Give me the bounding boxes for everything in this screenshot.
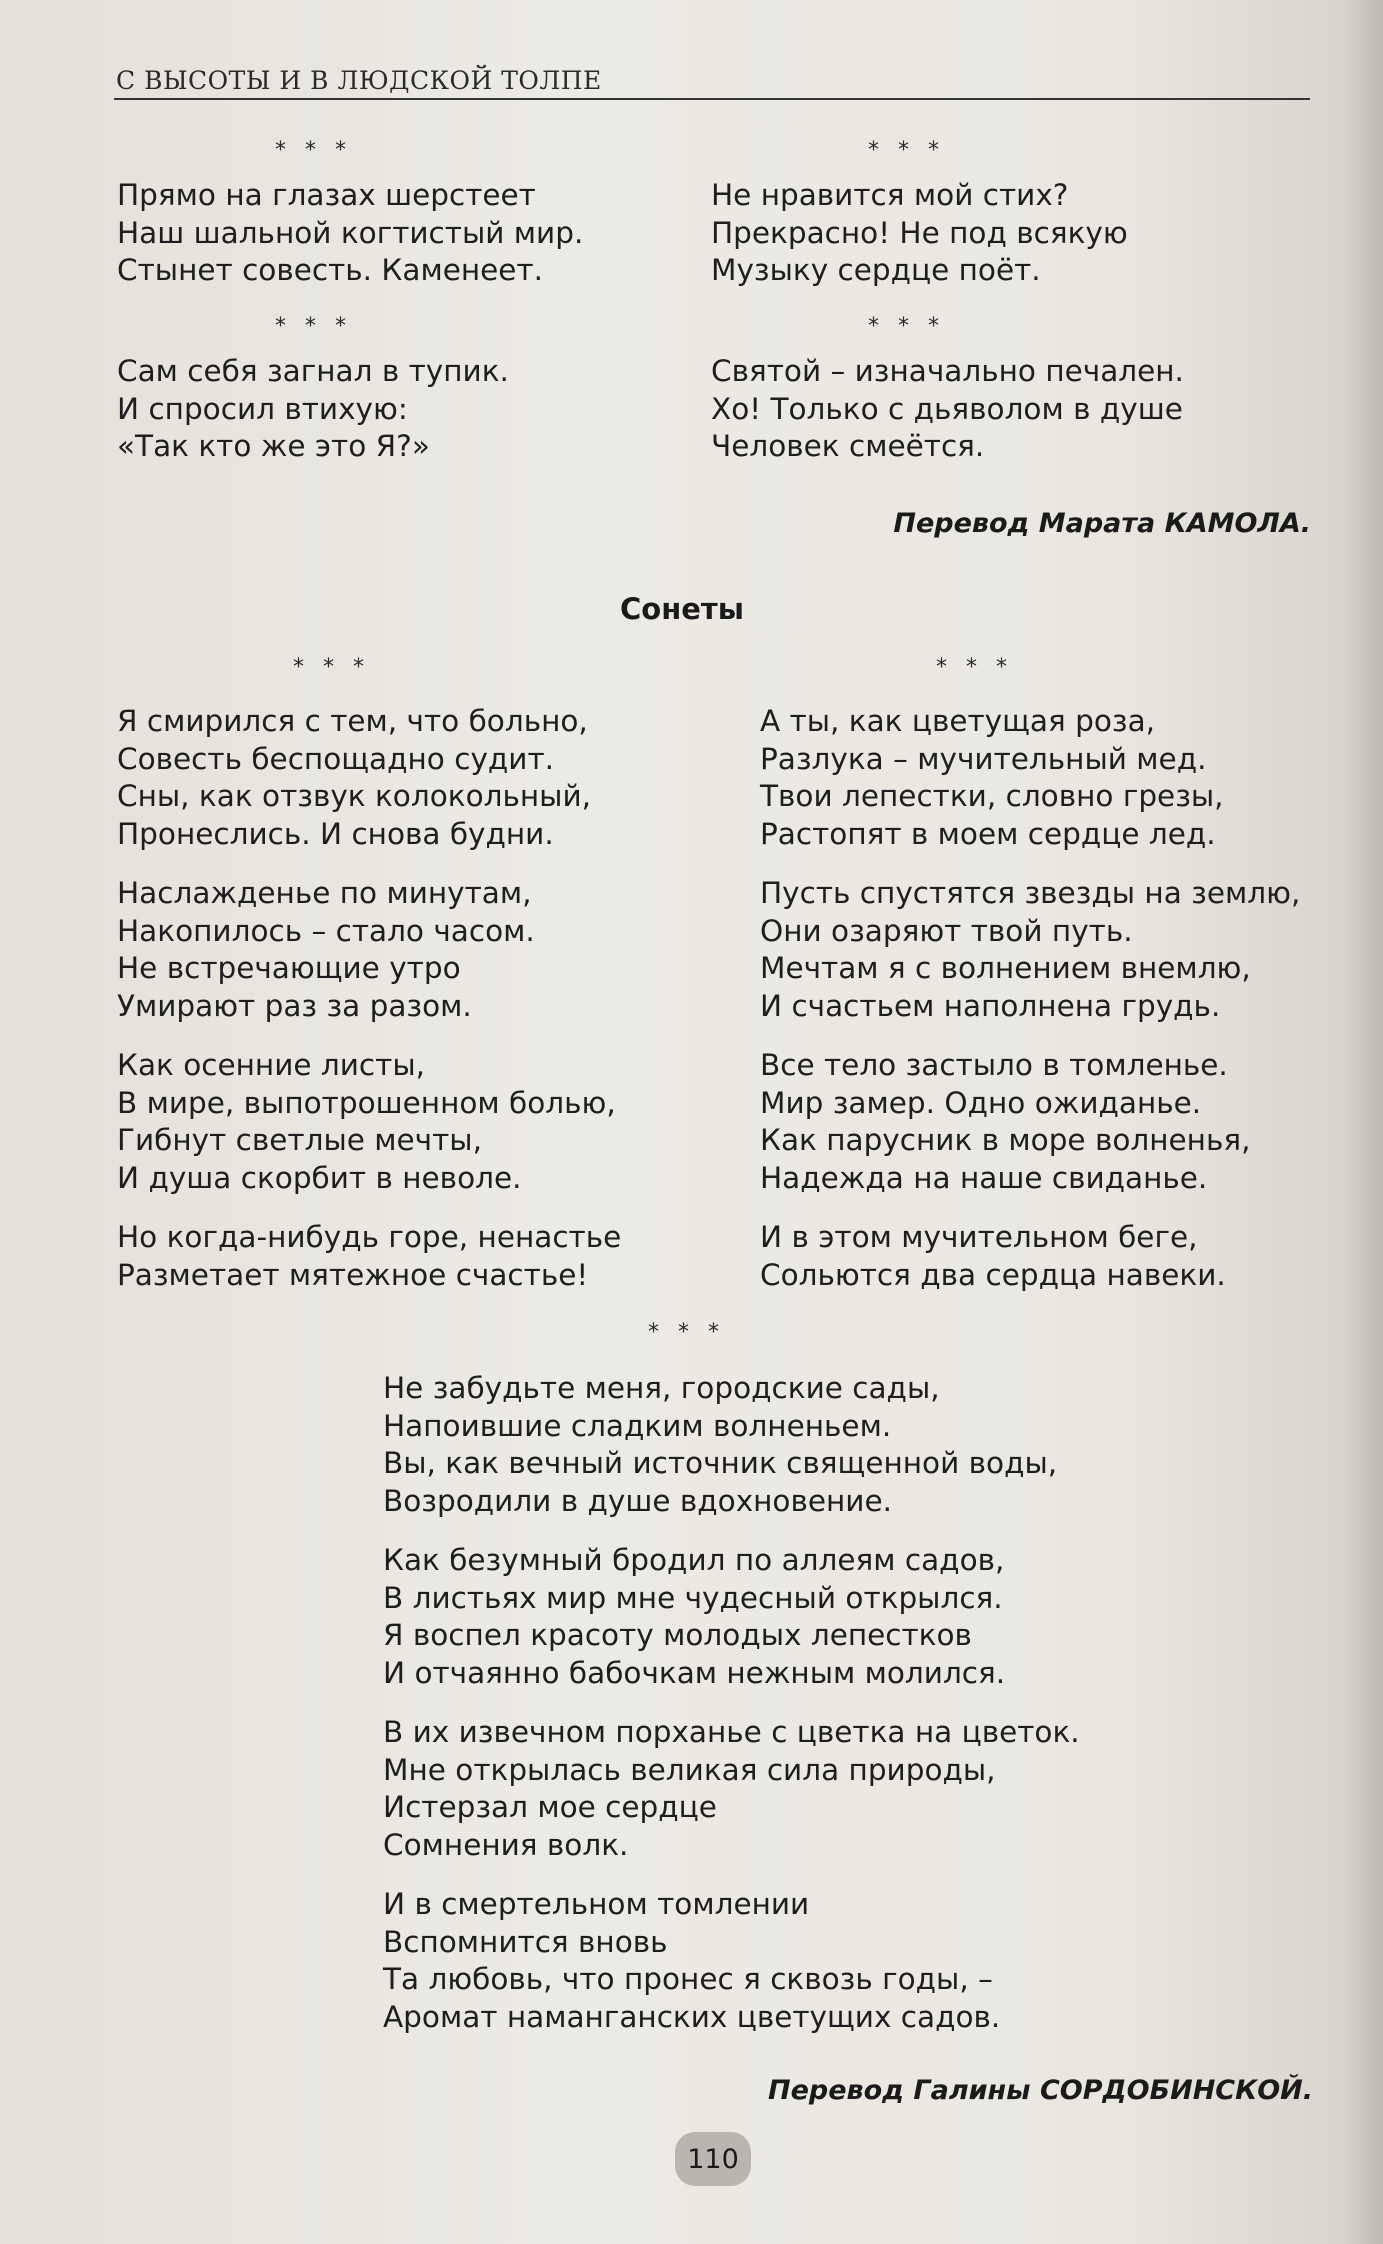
stanza-marker: * * * xyxy=(275,138,352,163)
poem-line: Разметает мятежное счастье! xyxy=(117,1257,589,1292)
translator-credit-1: Перевод Марата КАМОЛА. xyxy=(893,508,1311,539)
poem-line: Они озаряют твой путь. xyxy=(760,913,1133,948)
poem-line: Прекрасно! Не под всякую xyxy=(711,215,1128,250)
poem-line: Как безумный бродил по аллеям садов, xyxy=(383,1543,1005,1577)
poem-line: Наш шальной когтистый мир. xyxy=(117,215,584,250)
poem-line: А ты, как цветущая роза, xyxy=(760,704,1156,738)
poem-line: «Так кто же это Я?» xyxy=(117,429,430,463)
poem-line: Сомнения волк. xyxy=(383,1827,629,1862)
poem-line: И в этом мучительном беге, xyxy=(760,1220,1198,1254)
poem-line: Сольются два сердца навеки. xyxy=(760,1257,1226,1292)
poem-line: Вспомнится вновь xyxy=(383,1924,668,1959)
poem-line: Хо! Только с дьяволом в душе xyxy=(711,391,1183,426)
poem-left-2 xyxy=(117,353,509,466)
poem-line: Стынет совесть. Каменеет. xyxy=(117,253,543,287)
poem-line: Твои лепестки, словно грезы, xyxy=(760,779,1224,813)
poem-line: Сам себя загнал в тупик. xyxy=(117,354,509,388)
poem-line: И душа скорбит в неволе. xyxy=(117,1160,522,1195)
poem-line: Умирают раз за разом. xyxy=(117,988,472,1023)
poem-line: Растопят в моем сердце лед. xyxy=(760,816,1216,851)
poem-line: Не забудьте меня, городские сады, xyxy=(383,1371,940,1405)
poem-line: Человек смеётся. xyxy=(711,429,985,463)
running-header: С ВЫСОТЫ И В ЛЮДСКОЙ ТОЛПЕ xyxy=(116,66,602,95)
poem-line: И отчаянно бабочкам нежным молился. xyxy=(383,1655,1006,1690)
stanza-marker: * * * xyxy=(275,314,352,339)
poem-line: Аромат наманганских цветущих садов. xyxy=(383,1999,1001,2034)
poem-line: Все тело застыло в томленье. xyxy=(760,1048,1228,1082)
poem-line: Совесть беспощадно судит. xyxy=(117,741,555,776)
stanza-marker: * * * xyxy=(648,1320,725,1345)
poem-gardens xyxy=(383,1370,1080,2036)
poem-line: Надежда на наше свиданье. xyxy=(760,1160,1208,1195)
section-title-sonnets: Сонеты xyxy=(620,592,744,626)
stanza-marker: * * * xyxy=(293,655,370,680)
translator-credit-2: Перевод Галины СОРДОБИНСКОЙ. xyxy=(768,2075,1313,2106)
poem-line: И спросил втихую: xyxy=(117,391,408,426)
page-number: 110 xyxy=(687,2143,739,2175)
poem-line: Как парусник в море волненья, xyxy=(760,1123,1251,1157)
poem-line: Мне открылась великая сила природы, xyxy=(383,1752,996,1787)
stanza-marker: * * * xyxy=(936,655,1013,680)
page-number-badge xyxy=(675,2132,751,2186)
sonnet-right xyxy=(760,703,1300,1294)
poem-line: Вы, как вечный источник священной воды, xyxy=(383,1446,1058,1480)
sonnet-left xyxy=(117,703,621,1294)
poem-line: В мире, выпотрошенном болью, xyxy=(117,1085,616,1120)
poem-line: В листьях мир мне чудесный открылся. xyxy=(383,1580,1003,1615)
poem-line: Напоившие сладким волненьем. xyxy=(383,1408,892,1443)
poem-line: Я смирился с тем, что больно, xyxy=(117,704,588,738)
poem-line: Не встречающие утро xyxy=(117,951,461,985)
poem-line: Как осенние листы, xyxy=(117,1048,426,1082)
header-divider xyxy=(114,98,1310,100)
poem-line: Разлука – мучительный мед. xyxy=(760,741,1207,776)
poem-line: Возродили в душе вдохновение. xyxy=(383,1483,893,1518)
poem-left-1 xyxy=(117,177,583,290)
poem-line: Святой – изначально печален. xyxy=(711,354,1184,388)
poem-line: Не нравится мой стих? xyxy=(711,178,1069,212)
poem-line: Мечтам я с волнением внемлю, xyxy=(760,951,1251,985)
poem-line: В их извечном порханье с цветка на цветок. xyxy=(383,1715,1080,1749)
poem-line: Пусть спустятся звезды на землю, xyxy=(760,876,1301,910)
poem-right-2 xyxy=(711,353,1184,466)
poem-line: Но когда-нибудь горе, ненастье xyxy=(117,1220,622,1254)
poem-line: И счастьем наполнена грудь. xyxy=(760,988,1221,1023)
poem-line: Прямо на глазах шерстеет xyxy=(117,178,536,212)
poem-line: Та любовь, что пронес я сквозь годы, – xyxy=(383,1962,993,1996)
poem-line: Истерзал мое сердце xyxy=(383,1790,717,1824)
poem-line: Накопилось – стало часом. xyxy=(117,913,535,948)
poem-line: Сны, как отзвук колокольный, xyxy=(117,779,591,813)
poem-line: Гибнут светлые мечты, xyxy=(117,1123,482,1157)
poem-line: Мир замер. Одно ожиданье. xyxy=(760,1085,1202,1120)
poem-line: И в смертельном томлении xyxy=(383,1887,810,1921)
poem-line: Музыку сердце поёт. xyxy=(711,253,1041,287)
poem-line: Пронеслись. И снова будни. xyxy=(117,816,554,851)
poem-line: Наслажденье по минутам, xyxy=(117,876,532,910)
poem-right-1 xyxy=(711,177,1128,290)
stanza-marker: * * * xyxy=(868,314,945,339)
poem-line: Я воспел красоту молодых лепестков xyxy=(383,1618,972,1652)
stanza-marker: * * * xyxy=(868,138,945,163)
